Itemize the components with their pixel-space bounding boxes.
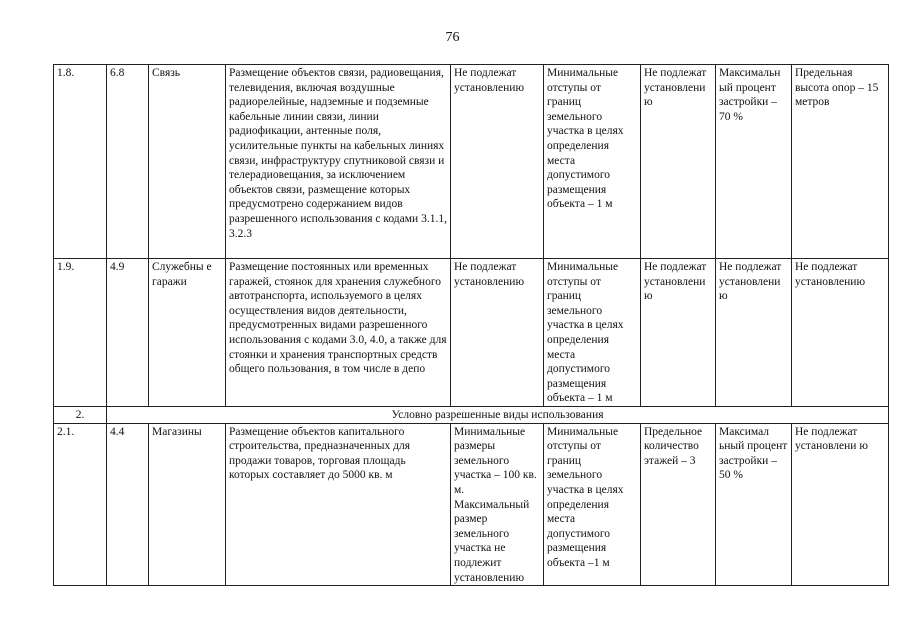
- use-code: 4.4: [107, 423, 149, 586]
- row-number: 2.1.: [54, 423, 107, 586]
- plot-size-limits: Минимальные размеры земельного участка – 100 кв. м. Максимальный размер земельного участка не подлежит установлению: [451, 423, 544, 586]
- use-description: Размещение объектов связи, радиовещания, телевидения, включая воздушные радиорелейные, надземные и подземные кабельные линии связи, линии радиофикации, антенные поля, усилительные пункты на кабельных линиях связи, инфраструктуру спутниковой связи и телерадиовещания, за исключением объектов связи, размещение которых предусмотрено содержанием видов разрешенного использования с кодами 3.1.1, 3.2.3: [226, 65, 451, 259]
- setback-limits: Минимальные отступы от границ земельного участка в целях определения места допустимого размещения объекта – 1 м: [544, 259, 641, 407]
- page-number: 76: [445, 30, 460, 45]
- use-name: Магазины: [149, 423, 226, 586]
- section-row: [54, 407, 889, 424]
- section-title: Условно разрешенные виды использования: [107, 407, 889, 424]
- table-row: [54, 423, 889, 586]
- table-row: [54, 259, 889, 407]
- coverage-limit: Максимал ьный процент застройки – 50 %: [716, 423, 792, 586]
- section-number: 2.: [54, 407, 107, 424]
- regulations-table: [53, 64, 889, 586]
- coverage-limit: Не подлежат установлени ю: [716, 259, 792, 407]
- floors-limit: Предельное количество этажей – 3: [641, 423, 716, 586]
- use-description: Размещение объектов капитального строительства, предназначенных для продажи товаров, торговая площадь которых составляет до 5000 кв. м: [226, 423, 451, 586]
- table-row: [54, 65, 889, 259]
- use-name: Служебны е гаражи: [149, 259, 226, 407]
- setback-limits: Минимальные отступы от границ земельного участка в целях определения места допустимого размещения объекта –1 м: [544, 423, 641, 586]
- use-code: 4.9: [107, 259, 149, 407]
- use-name: Связь: [149, 65, 226, 259]
- floors-limit: Не подлежат установлени ю: [641, 259, 716, 407]
- plot-size-limits: Не подлежат установлению: [451, 65, 544, 259]
- other-limits: Не подлежат установлени ю: [792, 423, 889, 586]
- use-description: Размещение постоянных или временных гаражей, стоянок для хранения служебного автотранспорта, используемого в целях осуществления видов деятельности, предусмотренных видами разрешенного использования с кодами 3.0, 4.0, а также для стоянки и хранения транспортных средств общего пользования, в том числе в депо: [226, 259, 451, 407]
- use-code: 6.8: [107, 65, 149, 259]
- other-limits: Предельная высота опор – 15 метров: [792, 65, 889, 259]
- row-number: 1.9.: [54, 259, 107, 407]
- plot-size-limits: Не подлежат установлению: [451, 259, 544, 407]
- row-number: 1.8.: [54, 65, 107, 259]
- coverage-limit: Максимальн ый процент застройки – 70 %: [716, 65, 792, 259]
- floors-limit: Не подлежат установлени ю: [641, 65, 716, 259]
- setback-limits: Минимальные отступы от границ земельного участка в целях определения места допустимого размещения объекта – 1 м: [544, 65, 641, 259]
- other-limits: Не подлежат установлению: [792, 259, 889, 407]
